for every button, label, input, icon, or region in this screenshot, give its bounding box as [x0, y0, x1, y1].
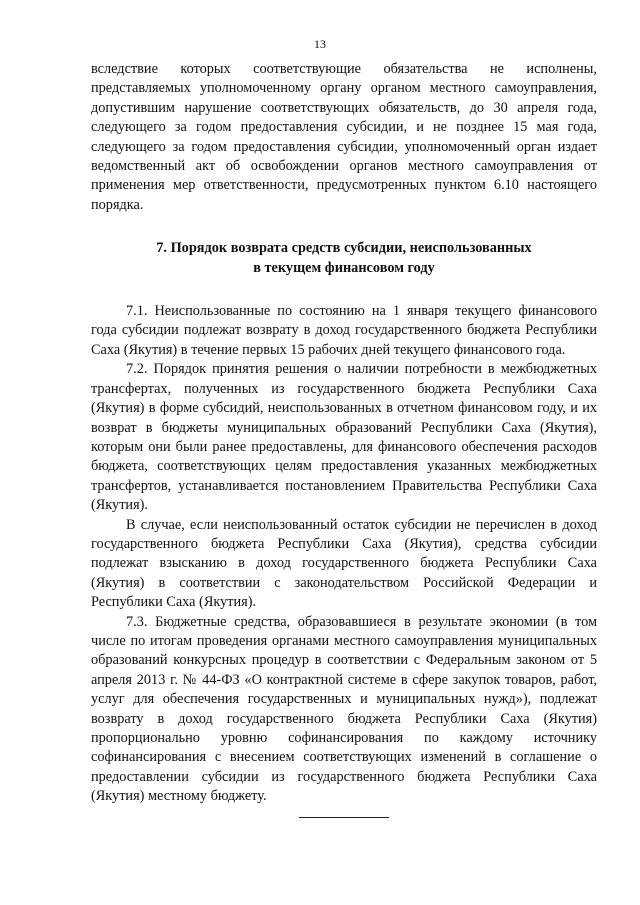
- paragraph-7-2: 7.2. Порядок принятия решения о наличии потребности в межбюджетных трансфертах, полученных из государственного бюджета Республики Саха (Якутия) в форме субсидий, неиспользованных в отчетном финансовом году, и их возврат в бюджеты муниципальных образований Республики Саха (Якутия), которым они были ранее предоставлены, для финансового обеспечения расходов бюджета, соответствующих целям предоставления указанных межбюджетных трансфертов, устанавливается постановлением Правительства Республики Саха (Якутия).: [91, 361, 597, 514]
- section-heading-line-2: в текущем финансовом году: [253, 259, 435, 276]
- paragraph-7-2-continued: В случае, если неиспользованный остаток субсидии не перечислен в доход государственного бюджета Республики Саха (Якутия), средства субсидии подлежат взысканию в доход государственного бюджета Республики Саха (Якутия) в соответствии с законодательством Российской Федерации и Республики Саха (Якутия).: [91, 516, 597, 611]
- end-divider-line: [299, 817, 389, 818]
- paragraph-7-3: 7.3. Бюджетные средства, образовавшиеся в результате экономии (в том числе по итогам проведения органами местного самоуправления муниципальных образований конкурсных процедур в соответствии с Федеральным законом от 5 апреля 2013 г. № 44-ФЗ «О контрактной системе в сфере закупок товаров, работ, услуг для обеспечения государственных и муниципальных нужд»), подлежат возврату в доход государственного бюджета Республики Саха (Якутия) пропорционально уровню софинансирования по каждому источнику софинансирования с внесением соответствующих изменений в соглашение о предоставлении субсидии из государственного бюджета Республики Саха (Якутия) местному бюджету.: [91, 613, 597, 805]
- section-heading-line-1: 7. Порядок возврата средств субсидии, неиспользованных: [156, 240, 532, 257]
- document-body: [91, 60, 597, 818]
- paragraph-7-1: 7.1. Неиспользованные по состоянию на 1 января текущего финансового года субсидии подлежат возврату в доход государственного бюджета Республики Саха (Якутия) в течение первых 15 рабочих дней текущего финансового года.: [91, 303, 597, 358]
- continued-paragraph: вследствие которых соответствующие обязательства не исполнены, представляемых уполномоченному органу органом местного самоуправления, допустившим нарушение соответствующих обязательств, до 30 апреля года, следующего за годом предоставления субсидии, и не позднее 15 мая года, следующего за годом предоставления субсидии, уполномоченный орган издает ведомственный акт об освобождении органов местного самоуправления от применения мер ответственности, предусмотренных пунктом 6.10 настоящего порядка.: [91, 61, 597, 213]
- section-heading: [91, 239, 597, 278]
- page-number: 13: [314, 37, 326, 51]
